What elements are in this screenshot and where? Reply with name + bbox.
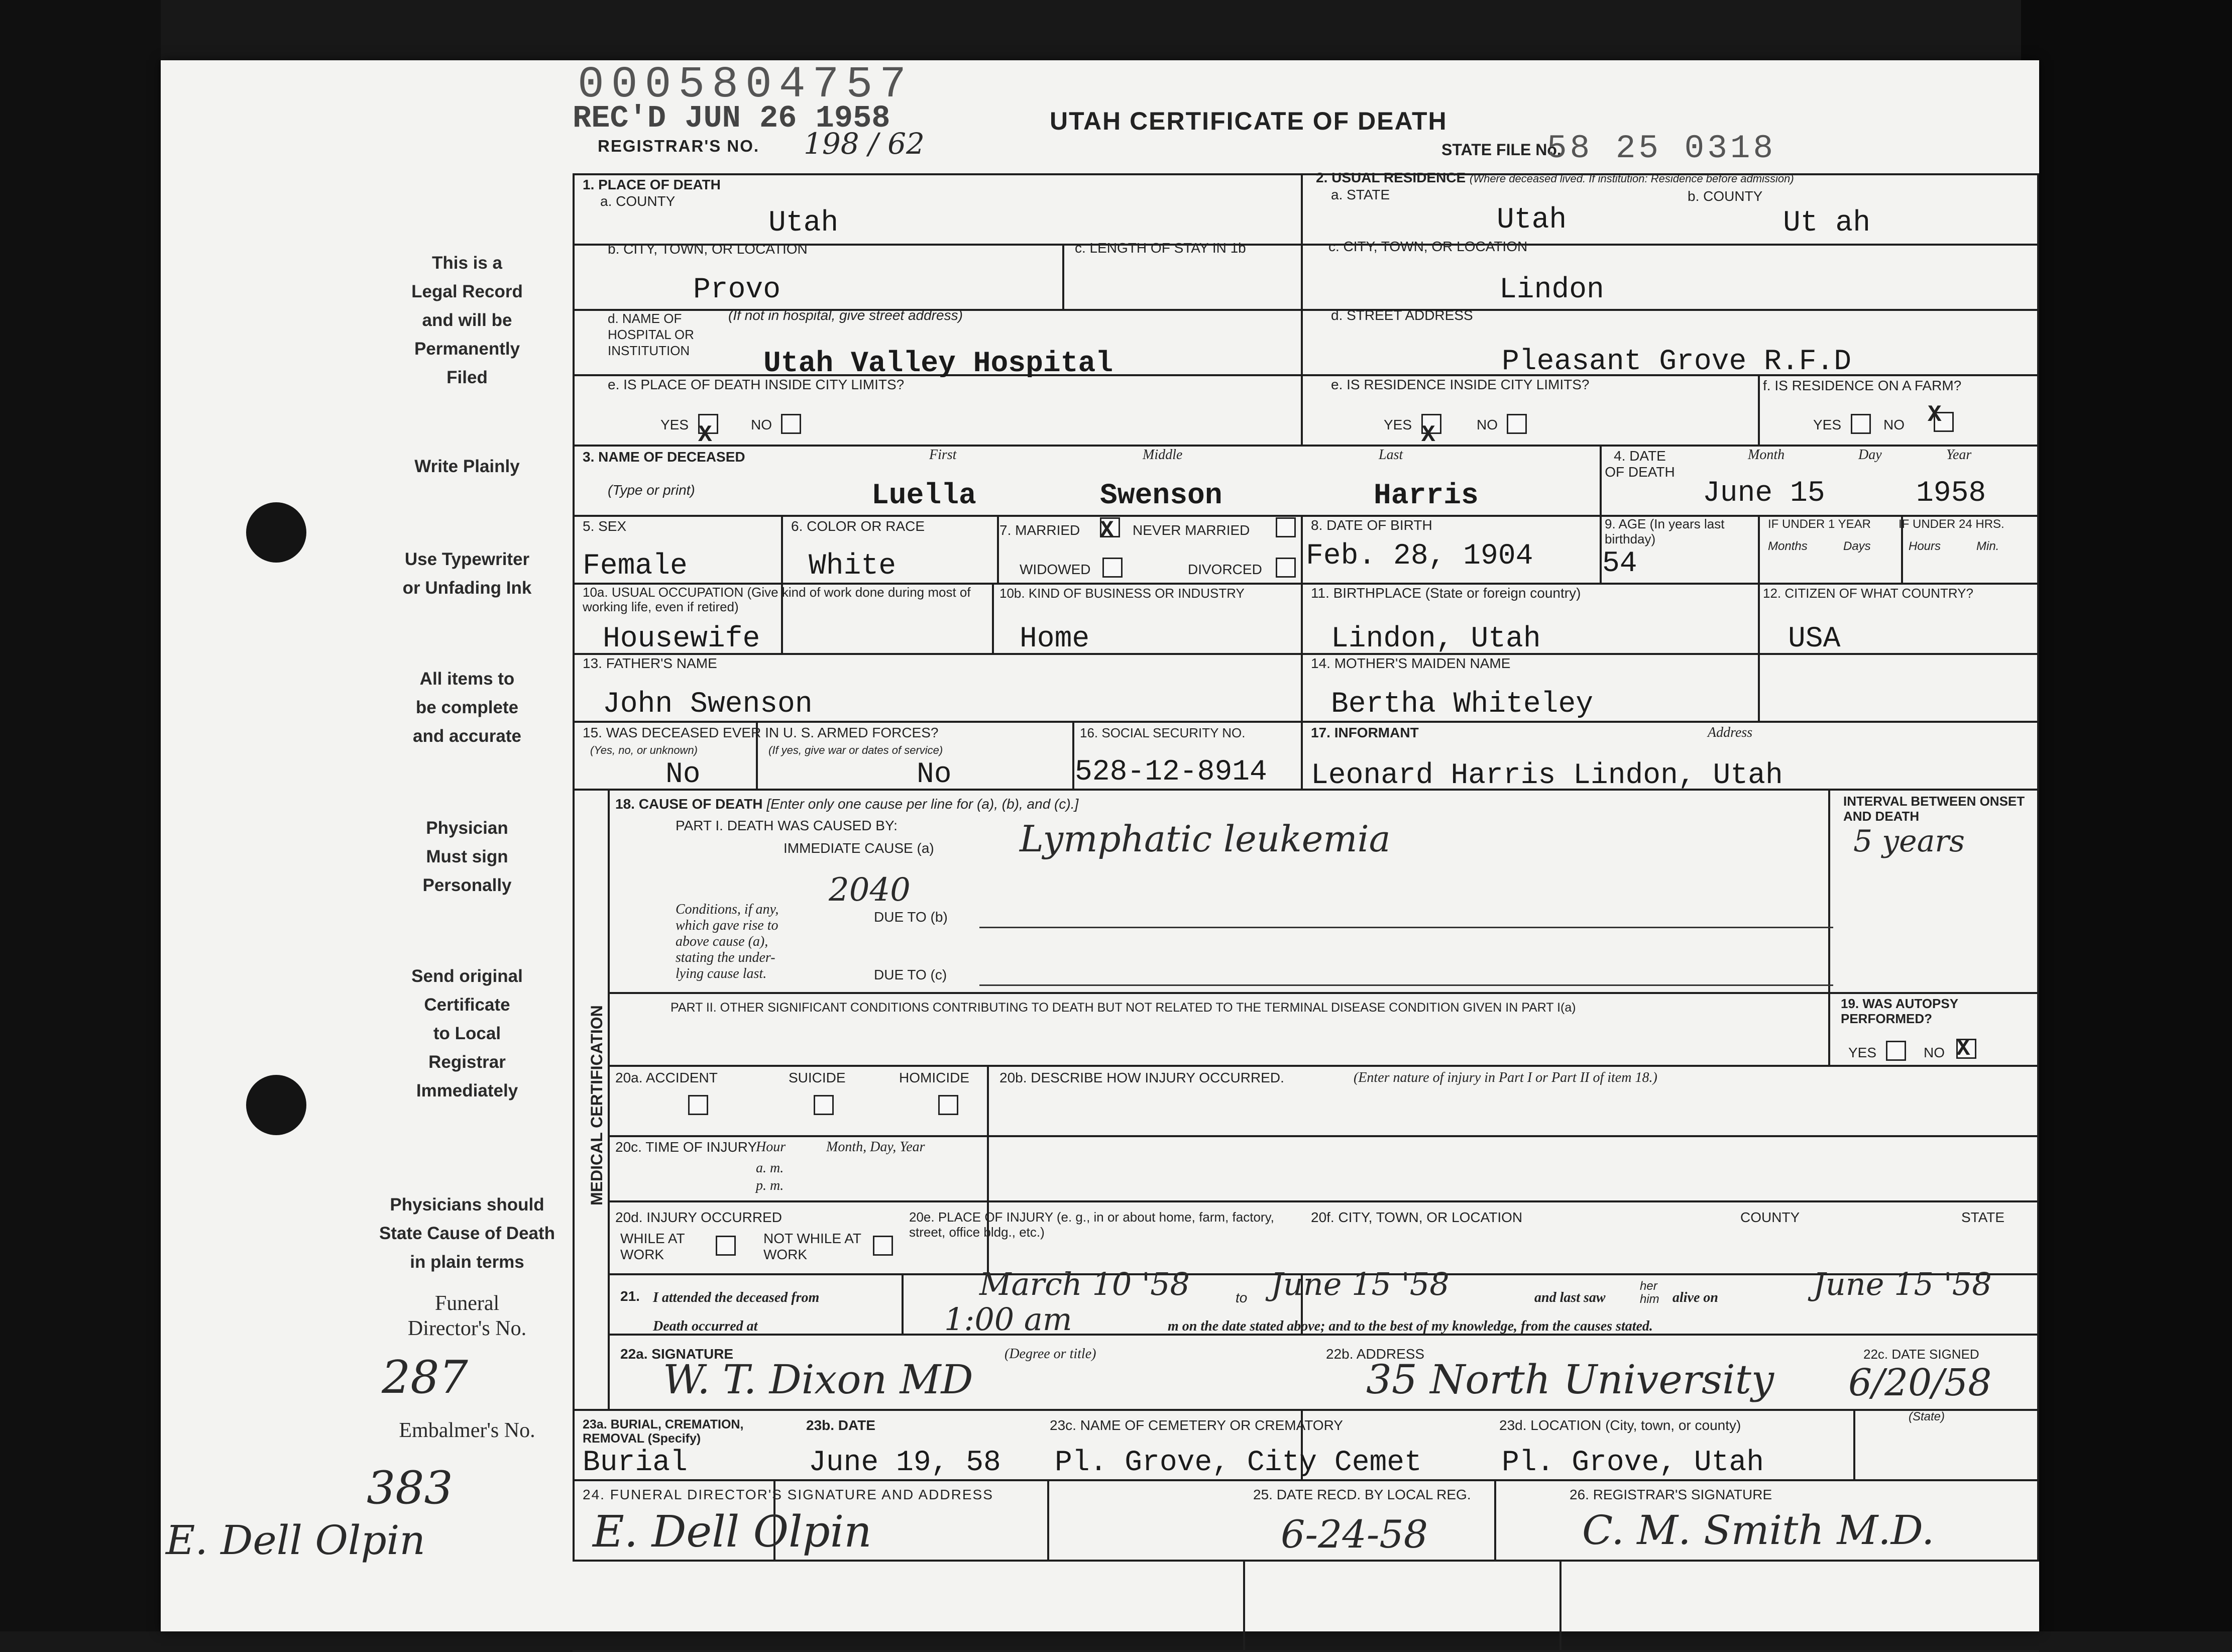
registrar-no-label: REGISTRAR'S NO. [598,137,760,155]
mother-maiden-name: Bertha Whiteley [1331,688,1594,721]
embalmer-no-value: 383 [367,1462,453,1514]
f20a-label: 20a. ACCIDENT [615,1070,718,1085]
col-line [902,1273,904,1334]
f17-label: 17. INFORMANT [1311,725,1419,740]
date-signed: 6/20/58 [1848,1361,1992,1404]
f1d-label: d. NAME OF HOSPITAL OR INSTITUTION [608,311,694,358]
frame-line [573,173,575,1560]
col-line [1072,721,1074,789]
frame-line [2037,173,2039,1560]
f18-due-c-label: DUE TO (c) [874,967,947,982]
f20f-label: 20f. CITY, TOWN, OR LOCATION [1311,1209,1523,1225]
f19-yes-label: YES [1848,1045,1877,1060]
row-line [608,992,2039,994]
f25-label: 25. DATE RECD. BY LOCAL REG. [1253,1487,1471,1502]
f20-suicide-label: SUICIDE [789,1070,846,1085]
f4-year-label: Year [1946,447,1972,463]
divorced-checkbox[interactable] [1276,558,1296,578]
date-of-death: June 15 [1703,477,1825,510]
x-mark-icon: X [1928,402,1942,428]
sex-value: Female [583,550,688,583]
f2e-no-checkbox[interactable] [1507,414,1527,434]
f1e-label: e. IS PLACE OF DEATH INSIDE CITY LIMITS? [608,377,905,392]
sidebar-typewriter: Use Typewriter or Unfading Ink [402,549,532,598]
f20b-note: (Enter nature of injury in Part I or Part II of item 18.) [1354,1070,1657,1085]
f20f-county-label: COUNTY [1740,1209,1800,1225]
frame-line [573,173,2039,175]
f9-min-label: Min. [1976,539,1999,553]
f21-to-label: to [1236,1290,1248,1305]
row-line [573,445,2039,447]
f19-no-label: NO [1924,1045,1945,1060]
f2f-label: f. IS RESIDENCE ON A FARM? [1763,378,1962,393]
physician-signature: W. T. Dixon MD [663,1356,973,1403]
f2b-label: b. COUNTY [1688,188,1763,204]
f20d-label: 20d. INJURY OCCURRED [615,1209,782,1225]
suicide-checkbox[interactable] [814,1095,834,1115]
while-at-work-checkbox[interactable] [716,1236,736,1256]
deceased-first-name: Luella [871,480,976,512]
f7-married-label: 7. MARRIED [999,522,1080,538]
f21-last-saw-label: and last saw [1534,1290,1606,1305]
f22a-label: 22a. SIGNATURE [620,1346,734,1362]
f2-label: 2. USUAL RESIDENCE (Where deceased lived. If institution: Residence before admission) [1316,170,1794,185]
sidebar-write-plainly: Write Plainly [414,457,520,476]
interval-value: 5 years [1853,824,1965,859]
f20c-mdy-label: Month, Day, Year [826,1139,925,1155]
death-time: 1:00 am [944,1301,1072,1338]
f23c-label: 23c. NAME OF CEMETERY OR CREMATORY [1050,1417,1343,1433]
x-mark-icon: X [1956,1036,1970,1062]
f15-sub1: (Yes, no, or unknown) [590,744,698,756]
f3-last-label: Last [1379,447,1403,463]
col-line [1559,1560,1561,1650]
f20-homicide-label: HOMICIDE [899,1070,969,1085]
f4-month-label: Month [1748,447,1785,463]
f2a-label: a. STATE [1331,187,1390,202]
f9-hours-label: Hours [1909,539,1941,553]
f20c-hour-label: Hour [756,1139,786,1155]
f21-number: 21. [620,1288,640,1304]
f4-day-label: Day [1858,447,1882,463]
punch-hole [246,1075,306,1135]
f15-label: 15. WAS DECEASED EVER IN U. S. ARMED FORCES? [583,725,939,740]
f3-first-label: First [929,447,957,463]
state-file-value: 58 25 0318 [1547,130,1776,167]
place-of-death-county: Utah [768,207,839,240]
f23b-label: 23b. DATE [806,1417,875,1433]
f16-label: 16. SOCIAL SECURITY NO. [1080,725,1246,740]
col-line [1600,515,1602,583]
f21-her-him-label: her him [1640,1279,1659,1306]
armed-forces-value: No [665,758,701,791]
col-line [1301,721,1303,789]
registrar-no-value: 198 / 62 [804,127,925,161]
certificate-title: UTAH CERTIFICATE OF DEATH [1050,107,1447,135]
f9-label: 9. AGE (In years last birthday) [1605,516,1725,546]
f22-state-label: (State) [1909,1410,1945,1423]
father-name: John Swenson [603,688,813,721]
stamp-number: 0005804757 [578,60,914,110]
row-line [573,789,2039,791]
f1a-label: a. COUNTY [600,193,676,209]
burial-value: Burial [583,1447,688,1479]
f18-part2: PART II. OTHER SIGNIFICANT CONDITIONS CONTRIBUTING TO DEATH BUT NOT RELATED TO THE TERMINAL DISEASE CONDITION GIVEN IN PART I(a) [671,1001,1576,1015]
row-line [573,1479,2039,1481]
f21-attended-label: I attended the deceased from [653,1290,820,1305]
f22b-label: 22b. ADDRESS [1326,1346,1425,1362]
physician-address: 35 North University [1366,1356,1774,1403]
burial-date: June 19, 58 [809,1447,1001,1479]
col-line [1758,374,1760,445]
last-seen-alive-date: June 15 '58 [1813,1266,1992,1302]
date-received-local: 6-24-58 [1281,1512,1428,1557]
f10b-label: 10b. KIND OF BUSINESS OR INDUSTRY [999,586,1245,601]
f24-label: 24. FUNERAL DIRECTOR'S SIGNATURE AND ADDRESS [583,1487,993,1502]
row-line [573,1650,2039,1652]
col-line [781,515,783,653]
f3-label: 3. NAME OF DECEASED [583,449,745,465]
f1d-note: (If not in hospital, give street address) [728,307,963,323]
occupation-value: Housewife [603,623,760,655]
f18-immediate-label: IMMEDIATE CAUSE (a) [784,840,934,856]
row-line [608,1200,2039,1202]
col-line [1047,1479,1049,1560]
f2d-label: d. STREET ADDRESS [1331,307,1473,323]
col-line [1600,445,1602,515]
year-of-death: 1958 [1916,477,1986,510]
homicide-checkbox[interactable] [938,1095,958,1115]
col-line [997,515,999,583]
received-stamp: REC'D JUN 26 1958 [573,100,890,136]
f11-label: 11. BIRTHPLACE (State or foreign country) [1311,585,1581,601]
f19-label: 19. WAS AUTOPSY PERFORMED? [1841,996,1958,1026]
f2e-no-label: NO [1477,417,1498,432]
f1c-label: c. LENGTH OF STAY IN 1b [1075,240,1246,256]
f23a-label: 23a. BURIAL, CREMATION, REMOVAL (Specify) [583,1417,744,1446]
f20c-am-label: a. m. [756,1160,784,1176]
f12-label: 12. CITIZEN OF WHAT COUNTRY? [1763,586,1973,601]
cemetery-value: Pl. Grove, City Cemet [1055,1447,1422,1479]
not-while-at-work-checkbox[interactable] [873,1236,893,1256]
f17-address-label: Address [1708,725,1753,740]
f20c-label: 20c. TIME OF INJURY [615,1139,757,1155]
row-line [573,721,2039,723]
due-b-line [979,927,1833,928]
f1e-yes-label: YES [660,417,689,432]
industry-value: Home [1020,623,1090,655]
birthplace-value: Lindon, Utah [1331,623,1541,655]
f22c-label: 22c. DATE SIGNED [1863,1347,1979,1362]
f2e-label: e. IS RESIDENCE INSIDE CITY LIMITS? [1331,377,1590,392]
embalmer-no-label: Embalmer's No. [399,1419,535,1442]
age-value: 54 [1602,547,1637,580]
cemetery-location: Pl. Grove, Utah [1502,1447,1764,1479]
funeral-director-no-label: Funeral Director's No. [407,1292,527,1340]
f23d-label: 23d. LOCATION (City, town, or county) [1499,1417,1741,1433]
f20e-label: 20e. PLACE OF INJURY (e. g., in or about home, farm, factory, street, office bldg., etc.) [909,1209,1274,1240]
f1b-label: b. CITY, TOWN, OR LOCATION [608,241,808,257]
f4-label: 4. DATE OF DEATH [1605,448,1675,480]
f2e-yes-label: YES [1384,417,1412,432]
f20f-state-label: STATE [1961,1209,2005,1225]
f2f-yes-label: YES [1813,417,1842,432]
row-line [573,1409,2039,1411]
f8-label: 8. DATE OF BIRTH [1311,517,1432,533]
f2c-label: c. CITY, TOWN, OR LOCATION [1328,239,1528,254]
f7-never-label: NEVER MARRIED [1133,522,1250,538]
social-security-no: 528-12-8914 [1075,756,1267,789]
f20b-label: 20b. DESCRIBE HOW INJURY OCCURRED. [999,1070,1284,1085]
row-line [608,1135,2039,1137]
f14-label: 14. MOTHER'S MAIDEN NAME [1311,655,1511,671]
deceased-last-name: Harris [1374,480,1479,512]
row-line [608,1065,2039,1067]
place-of-death-city: Provo [693,274,781,306]
citizenship-value: USA [1788,623,1841,655]
f26-label: 26. REGISTRAR'S SIGNATURE [1570,1487,1772,1502]
f7-divorced-label: DIVORCED [1188,562,1262,577]
col-line [608,789,610,1409]
immediate-cause-value: Lymphatic leukemia [1020,818,1391,860]
f3-sub: (Type or print) [608,482,695,498]
f9-under1-label: IF UNDER 1 YEAR [1768,517,1871,531]
col-line [1494,1479,1496,1560]
f20d-while-label: WHILE AT WORK [620,1231,685,1262]
deceased-middle-name: Swenson [1100,480,1222,512]
informant-value: Leonard Harris Lindon, Utah [1311,759,1783,792]
f1-label: 1. PLACE OF DEATH [583,177,721,192]
widowed-checkbox[interactable] [1102,558,1123,578]
x-mark-icon: X [1100,517,1114,543]
f1e-no-label: NO [751,417,772,432]
col-line [1301,173,1303,445]
f18-label: 18. CAUSE OF DEATH [Enter only one cause per line for (a), (b), and (c).] [615,796,1079,812]
residence-street: Pleasant Grove R.F.D [1502,346,1852,378]
residence-city: Lindon [1499,274,1604,306]
residence-state: Utah [1497,204,1567,237]
x-mark-icon: X [698,422,712,448]
f15-sub2: (If yes, give war or dates of service) [768,744,943,756]
f10a-label: 10a. USUAL OCCUPATION (Give kind of work done during most of working life, even if retired) [583,585,971,614]
f9-months-label: Months [1768,539,1808,553]
f18-conditions: Conditions, if any, which gave rise to above cause (a), stating the under- lying cause last. [676,902,779,981]
f13-label: 13. FATHER'S NAME [583,655,717,671]
embalmer-signature: E. Dell Olpin [166,1517,425,1564]
sidebar-send-original: Send original Certificate to Local Registrar Immediately [411,966,523,1100]
race-value: White [809,550,897,583]
f9-days-label: Days [1843,539,1871,553]
right-binder-edge [2021,0,2232,1631]
attended-to: June 15 '58 [1271,1266,1449,1302]
sidebar-complete: All items to be complete and accurate [413,669,521,746]
state-file-label: STATE FILE No. [1441,141,1561,159]
f22a-degree-label: (Degree or title) [1005,1346,1096,1362]
f20d-notwhile-label: NOT WHILE AT WORK [763,1231,861,1262]
row-line [573,1560,2039,1562]
armed-forces-service: No [917,758,952,791]
sidebar-legal-record: This is a Legal Record and will be Permanently Filed [411,253,523,387]
col-line [1062,244,1064,309]
sidebar-physician: Physician Must sign Personally [422,818,512,895]
f20c-pm-label: p. m. [756,1178,784,1193]
f21-occurred-label: Death occurred at [653,1318,758,1334]
f7-widowed-label: WIDOWED [1020,562,1091,577]
f21-alive-on-label: alive on [1672,1290,1718,1305]
attended-from: March 10 '58 [979,1266,1190,1302]
f18-part1: PART I. DEATH WAS CAUSED BY: [676,818,898,833]
never-married-checkbox[interactable] [1276,517,1296,537]
f2f-no-label: NO [1883,417,1905,432]
residence-county: Ut ah [1783,207,1871,240]
funeral-director-no-value: 287 [382,1351,468,1404]
f2f-yes-checkbox[interactable] [1851,414,1871,434]
f18-interval-label: INTERVAL BETWEEN ONSET AND DEATH [1843,794,2025,824]
hospital-name: Utah Valley Hospital [763,348,1113,380]
autopsy-yes-checkbox[interactable] [1886,1041,1906,1061]
accident-checkbox[interactable] [688,1095,708,1115]
col-line [992,583,994,653]
sidebar-cause-plain-terms: Physicians should State Cause of Death in plain terms [379,1195,555,1272]
f6-label: 6. COLOR OR RACE [791,518,925,534]
col-line [1853,1409,1855,1479]
col-line [1243,1560,1245,1650]
f18-due-b-label: DUE TO (b) [874,909,948,925]
f21-rest-text: m on the date stated above; and to the best of my knowledge, from the causes stated. [1168,1318,1653,1334]
f5-label: 5. SEX [583,518,627,534]
punch-hole [246,502,306,563]
col-line [1758,515,1760,721]
left-binder-edge [0,0,161,1631]
f9-under24-label: IF UNDER 24 HRS. [1899,517,2004,531]
f3-middle-label: Middle [1143,447,1183,463]
date-of-birth: Feb. 28, 1904 [1306,540,1533,573]
cause-code: 2040 [829,871,911,909]
medical-certification-label: MEDICAL CERTIFICATION [588,1005,606,1205]
f1e-no-checkbox[interactable] [781,414,801,434]
funeral-director-signature: E. Dell Olpin [593,1507,872,1557]
col-line [987,1065,989,1273]
due-c-line [979,984,1833,986]
registrar-signature: C. M. Smith M.D. [1582,1507,1935,1554]
x-mark-icon: X [1421,422,1435,448]
